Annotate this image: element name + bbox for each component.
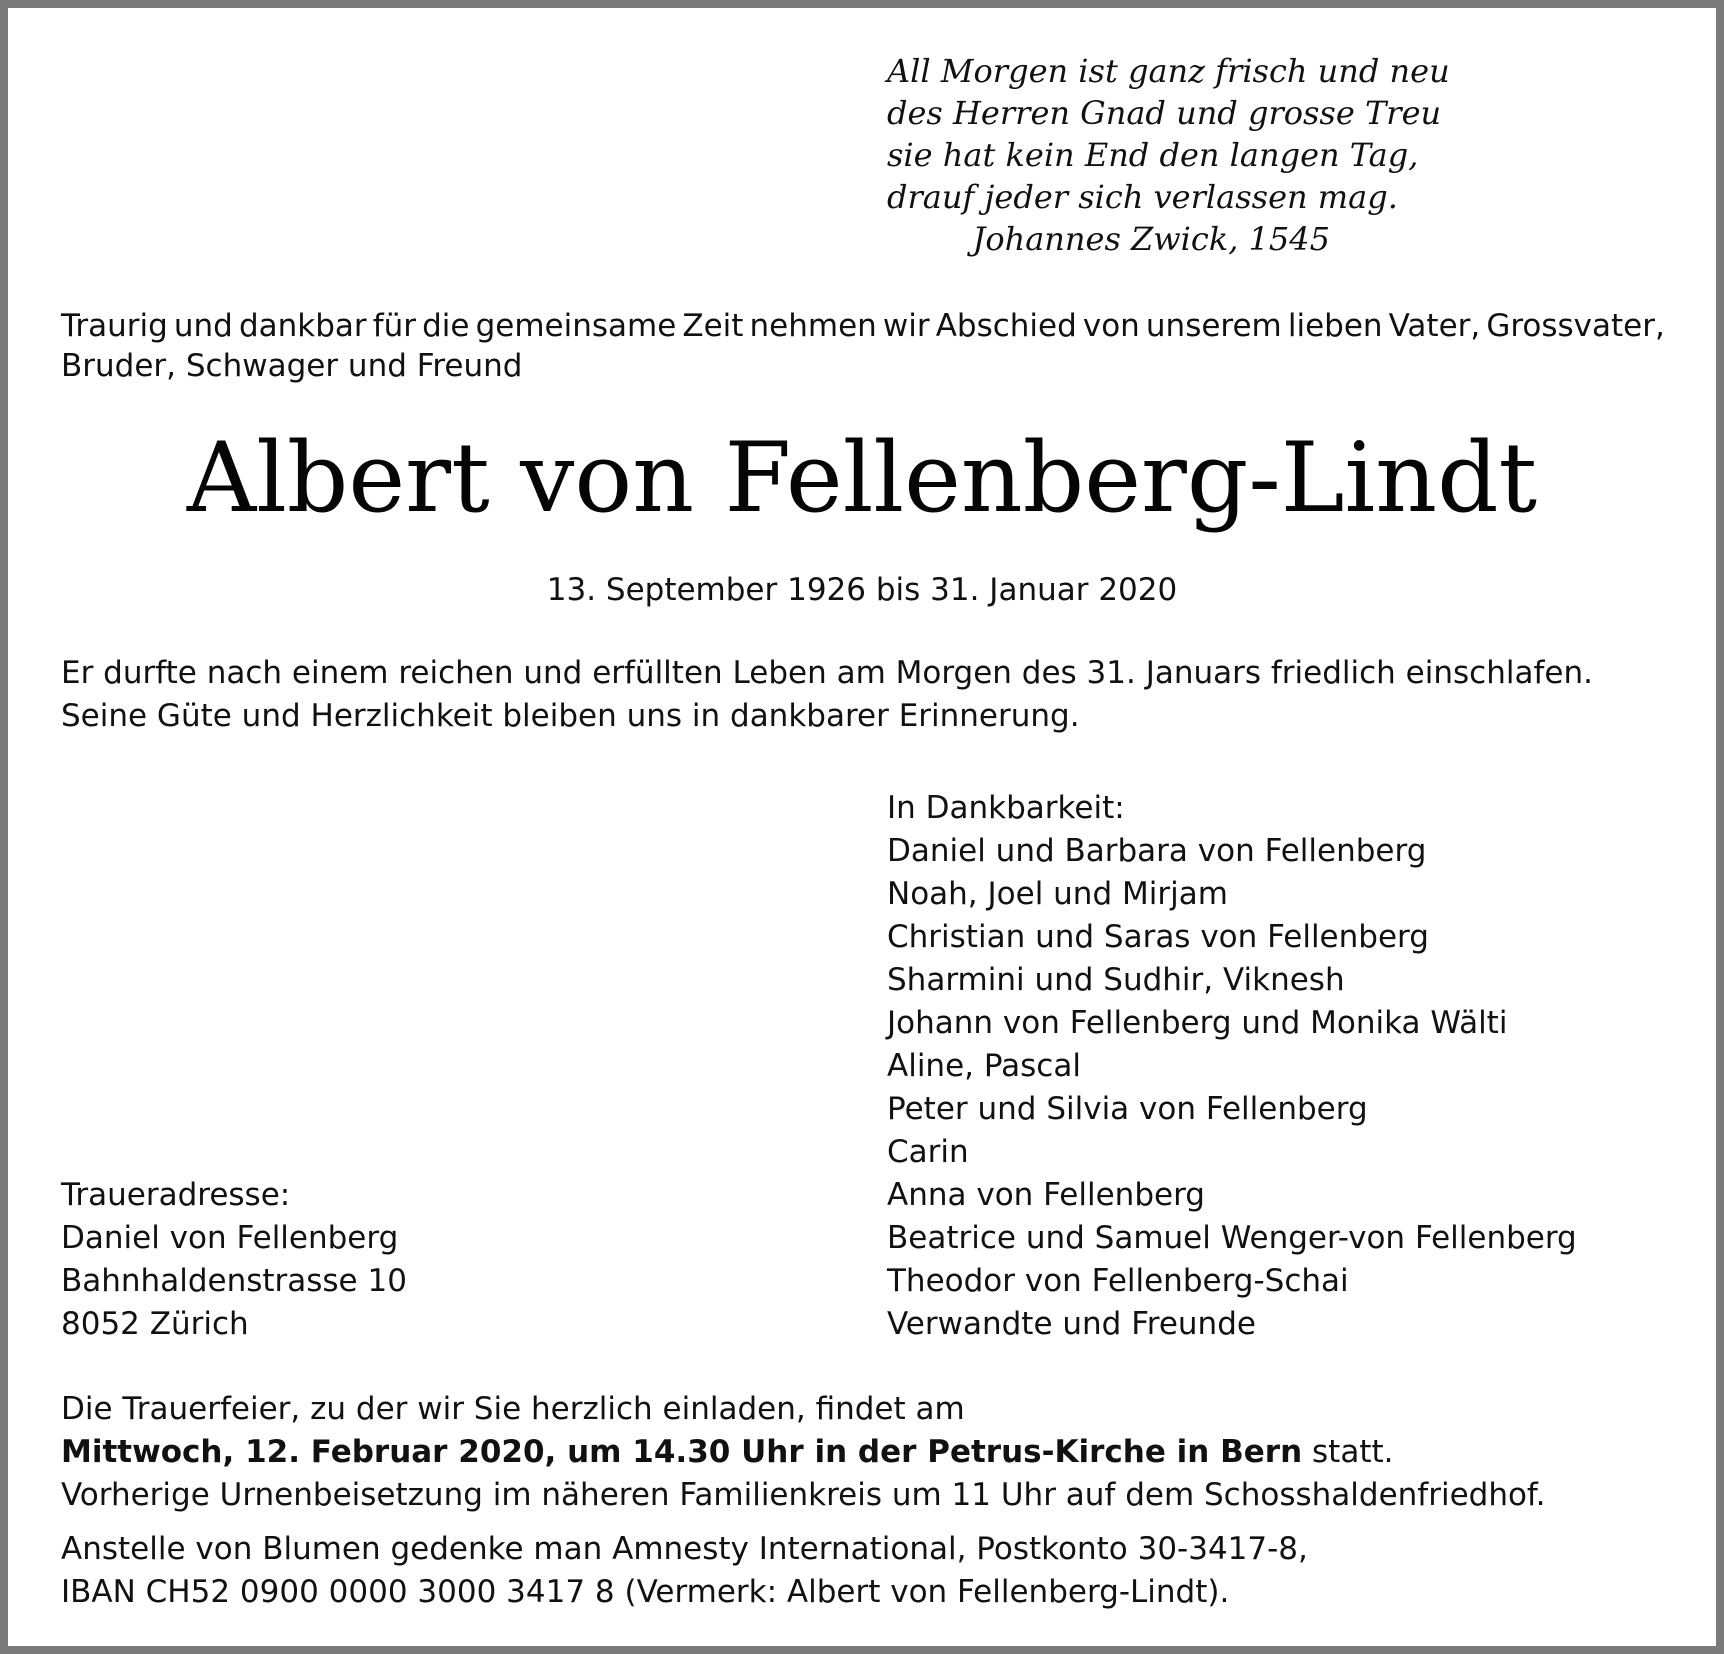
life-dates: 13. September 1926 bis 31. Januar 2020 [546, 572, 1178, 608]
intro-line-1 [61, 306, 1665, 346]
mourner-name: Verwandte und Freunde [887, 1306, 1256, 1342]
motto-line: des Herren Gnad und grosse Treu [887, 94, 1442, 132]
mourners-heading: In Dankbarkeit: [887, 790, 1125, 826]
ceremony-info [61, 1388, 1545, 1517]
mourner-name: Noah, Joel und Mirjam [887, 876, 1228, 912]
address-street: Bahnhaldenstrasse 10 [61, 1263, 407, 1299]
intro-word: und [173, 308, 233, 344]
intro-word: Traurig [61, 308, 168, 344]
intro-word: Abschied [935, 308, 1077, 344]
intro-word: wir [882, 308, 930, 344]
mourner-name: Christian und Saras von Fellenberg [887, 919, 1429, 955]
passing-text [61, 652, 1593, 738]
intro-word: Zeit [682, 308, 744, 344]
address-name: Daniel von Fellenberg [61, 1220, 399, 1256]
mourner-name: Beatrice und Samuel Wenger-von Fellenberg [887, 1220, 1577, 1256]
obituary-notice [8, 8, 1716, 1646]
mourner-name: Daniel und Barbara von Fellenberg [887, 833, 1427, 869]
donation-line-1: Anstelle von Blumen gedenke man Amnesty International, Postkonto 30-3417-8, [61, 1531, 1308, 1567]
passing-line: Er durfte nach einem reichen und erfüllten Leben am Morgen des 31. Januars friedlich einschlafen. [61, 655, 1593, 691]
intro-word: dankbar [238, 308, 367, 344]
intro-word: Vater, [1388, 308, 1481, 344]
address-label: Traueradresse: [61, 1177, 291, 1213]
ceremony-line-2 [61, 1431, 1545, 1474]
intro-line-2: Bruder, Schwager und Freund [61, 348, 523, 384]
intro-word: nehmen [749, 308, 877, 344]
intro-word: unserem [1145, 308, 1282, 344]
mourner-name: Theodor von Fellenberg-Schai [887, 1263, 1349, 1299]
ceremony-line-2-rest: statt. [1302, 1434, 1394, 1470]
donation-info [61, 1528, 1308, 1614]
mourner-name: Anna von Fellenberg [887, 1177, 1205, 1213]
address-city: 8052 Zürich [61, 1306, 249, 1342]
intro-word: gemeinsame [475, 308, 677, 344]
mourner-name: Johann von Fellenberg und Monika Wälti [887, 1005, 1508, 1041]
mourner-name: Carin [887, 1134, 969, 1170]
intro-word: von [1082, 308, 1140, 344]
mourner-name: Sharmini und Sudhir, Viknesh [887, 962, 1345, 998]
ceremony-line-3: Vorherige Urnenbeisetzung im näheren Familienkreis um 11 Uhr auf dem Schosshaldenfriedhof. [61, 1477, 1546, 1513]
intro-paragraph [61, 306, 1665, 386]
motto-author: Johannes Zwick, 1545 [972, 220, 1330, 258]
mourners-list [887, 787, 1577, 1346]
intro-word: die [422, 308, 470, 344]
mourning-address [61, 1174, 407, 1346]
ceremony-date-place: Mittwoch, 12. Februar 2020, um 14.30 Uhr in der Petrus-Kirche in Bern [61, 1434, 1303, 1470]
passing-line: Seine Güte und Herzlichkeit bleiben uns in dankbarer Erinnerung. [61, 698, 1080, 734]
intro-word: für [372, 308, 417, 344]
intro-word: lieben [1287, 308, 1383, 344]
donation-line-2: IBAN CH52 0900 0000 3000 3417 8 (Vermerk: Albert von Fellenberg-Lindt). [61, 1574, 1230, 1610]
deceased-name: Albert von Fellenberg-Lindt [186, 422, 1538, 534]
mourner-name: Aline, Pascal [887, 1048, 1081, 1084]
ceremony-line-1: Die Trauerfeier, zu der wir Sie herzlich einladen, findet am [61, 1391, 965, 1427]
motto-line: sie hat kein End den langen Tag, [887, 136, 1419, 174]
intro-word: Grossvater, [1486, 308, 1665, 344]
motto-line: drauf jeder sich verlassen mag. [887, 178, 1398, 216]
motto-verse [887, 50, 1450, 218]
mourner-name: Peter und Silvia von Fellenberg [887, 1091, 1368, 1127]
motto-line: All Morgen ist ganz frisch und neu [887, 52, 1450, 90]
